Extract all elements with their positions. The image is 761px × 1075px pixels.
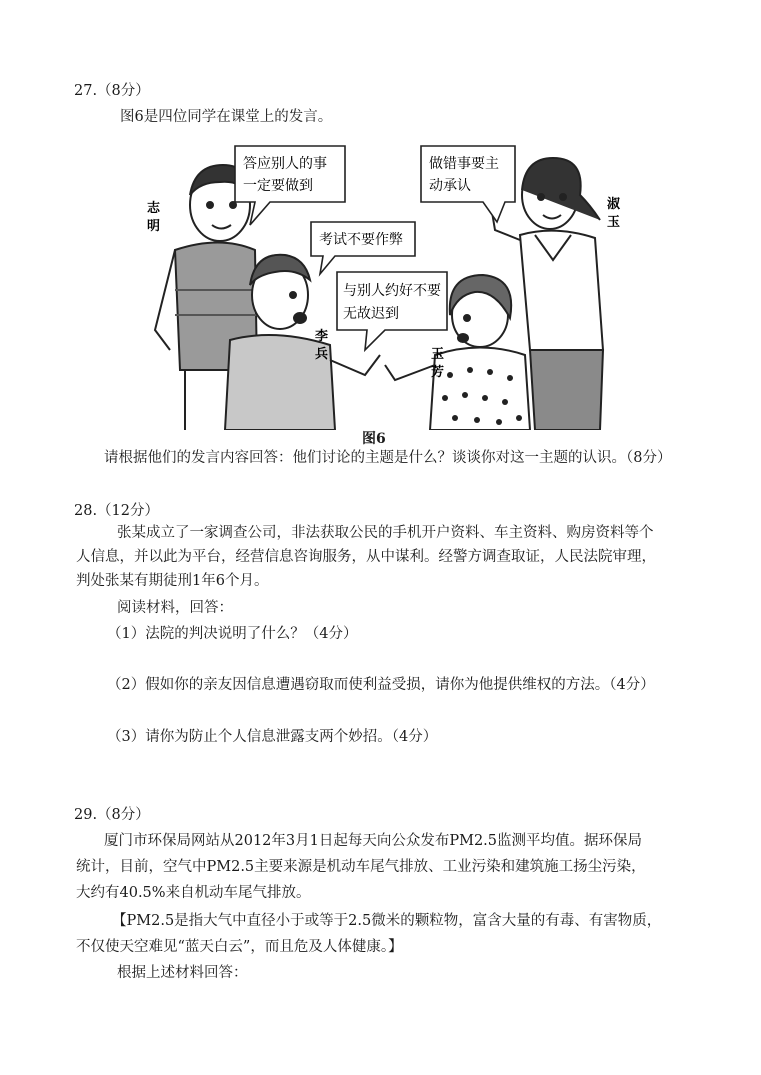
- figure-caption: 图6: [362, 431, 386, 447]
- bubble-yufang-line2: 无故迟到: [343, 306, 399, 322]
- q27-question: 请根据他们的发言内容回答：他们讨论的主题是什么？谈谈你对这一主题的认识。（8分）: [104, 450, 672, 466]
- q29-note-line2: 不仅使天空难见“蓝天白云”，而且危及人体健康。】: [76, 939, 403, 955]
- name-yufang-2: 芳: [431, 365, 445, 380]
- q28-sub3: （3）请你为防止个人信息泄露支两个妙招。（4分）: [107, 729, 438, 745]
- q29-note-line1: 【PM2.5是指大气中直径小于或等于2.5微米的颗粒物，富含大量的有毒、有害物质，: [112, 913, 662, 929]
- bubble-libing-line1: 考试不要作弊: [319, 232, 403, 248]
- q29-material-line1: 厦门市环保局网站从2012年3月1日起每天向公众发布PM2.5监测平均值。据环保局: [104, 833, 643, 849]
- q27-intro: 图6是四位同学在课堂上的发言。: [120, 109, 333, 125]
- name-zhiming-2: 明: [147, 219, 161, 234]
- bubble-shuyu-line2: 动承认: [429, 178, 471, 194]
- bubble-libing: [311, 222, 415, 274]
- bubble-zhiming-line2: 一定要做到: [243, 178, 313, 194]
- q27-number: 27.（8分）: [74, 83, 150, 99]
- q29-number: 29.（8分）: [74, 807, 150, 823]
- q28-number: 28.（12分）: [74, 503, 160, 519]
- figure-6-illustration: [145, 140, 625, 430]
- q28-material-line2: 人信息，并以此为平台，经营信息咨询服务，从中谋利。经警方调查取证，人民法院审理，: [76, 549, 656, 565]
- name-libing-1: 李: [315, 329, 329, 344]
- q29-material-line3: 大约有40.5%来自机动车尾气排放。: [76, 885, 311, 901]
- name-shuyu-2: 玉: [607, 215, 621, 230]
- q29-material-line2: 统计，目前，空气中PM2.5主要来源是机动车尾气排放、工业污染和建筑施工扬尘污染，: [76, 859, 646, 875]
- bubble-shuyu-line1: 做错事要主: [429, 156, 499, 172]
- q28-sub1: （1）法院的判决说明了什么？（4分）: [107, 626, 358, 642]
- bubble-zhiming-line1: 答应别人的事: [243, 156, 327, 172]
- name-yufang-1: 玉: [431, 347, 445, 362]
- name-zhiming-1: 志: [147, 201, 161, 216]
- bubble-yufang-line1: 与别人约好不要: [343, 283, 441, 299]
- q28-prompt: 阅读材料，回答：: [117, 600, 233, 616]
- name-shuyu-1: 淑: [607, 197, 621, 212]
- q29-prompt: 根据上述材料回答：: [117, 965, 248, 981]
- q28-material-line1: 张某成立了一家调查公司，非法获取公民的手机开户资料、车主资料、购房资料等个: [117, 525, 654, 541]
- name-libing-2: 兵: [315, 347, 329, 362]
- q28-sub2: （2）假如你的亲友因信息遭遇窃取而使利益受损，请你为他提供维权的方法。（4分）: [107, 677, 655, 693]
- q28-material-line3: 判处张某有期徒刑1年6个月。: [76, 573, 269, 589]
